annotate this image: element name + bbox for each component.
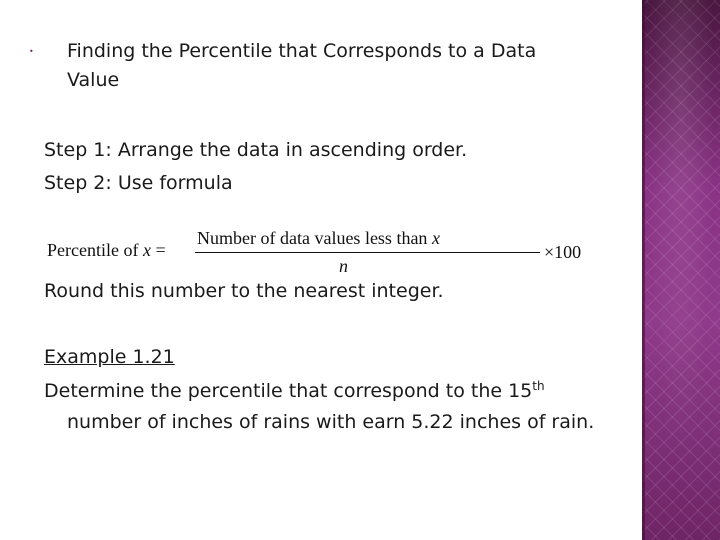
round-instruction: Round this number to the nearest integer. bbox=[44, 280, 444, 302]
formula-fraction-bar bbox=[195, 252, 540, 253]
formula-denominator: n bbox=[339, 256, 348, 276]
formula-equals: = bbox=[150, 240, 166, 260]
formula-multiplier: ×100 bbox=[544, 242, 582, 262]
side-panel-edge bbox=[642, 0, 645, 540]
example-heading: Example 1.21 bbox=[44, 346, 175, 368]
ordinal-suffix: th bbox=[532, 379, 545, 393]
example-text-line1-main: Determine the percentile that correspond to the 15 bbox=[44, 380, 533, 402]
formula-lhs-variable: x bbox=[142, 240, 151, 260]
step-2-text: Step 2: Use formula bbox=[44, 172, 233, 194]
bullet-icon: • bbox=[29, 47, 34, 56]
formula-numerator bbox=[197, 228, 440, 249]
formula-lhs bbox=[47, 240, 166, 261]
percentile-formula bbox=[47, 226, 582, 282]
formula-numerator-variable: x bbox=[431, 228, 440, 248]
bullet-heading-line1: Finding the Percentile that Corresponds to a Data bbox=[67, 40, 537, 62]
formula-lhs-label: Percentile of bbox=[47, 240, 143, 260]
bullet-heading-line2: Value bbox=[67, 69, 120, 91]
formula-numerator-text: Number of data values less than bbox=[197, 228, 432, 248]
example-text-line2: number of inches of rains with earn 5.22 inches of rain. bbox=[67, 411, 595, 433]
decorative-side-panel bbox=[642, 0, 720, 540]
step-1-text: Step 1: Arrange the data in ascending order. bbox=[44, 139, 468, 161]
example-text-line1 bbox=[44, 378, 545, 404]
